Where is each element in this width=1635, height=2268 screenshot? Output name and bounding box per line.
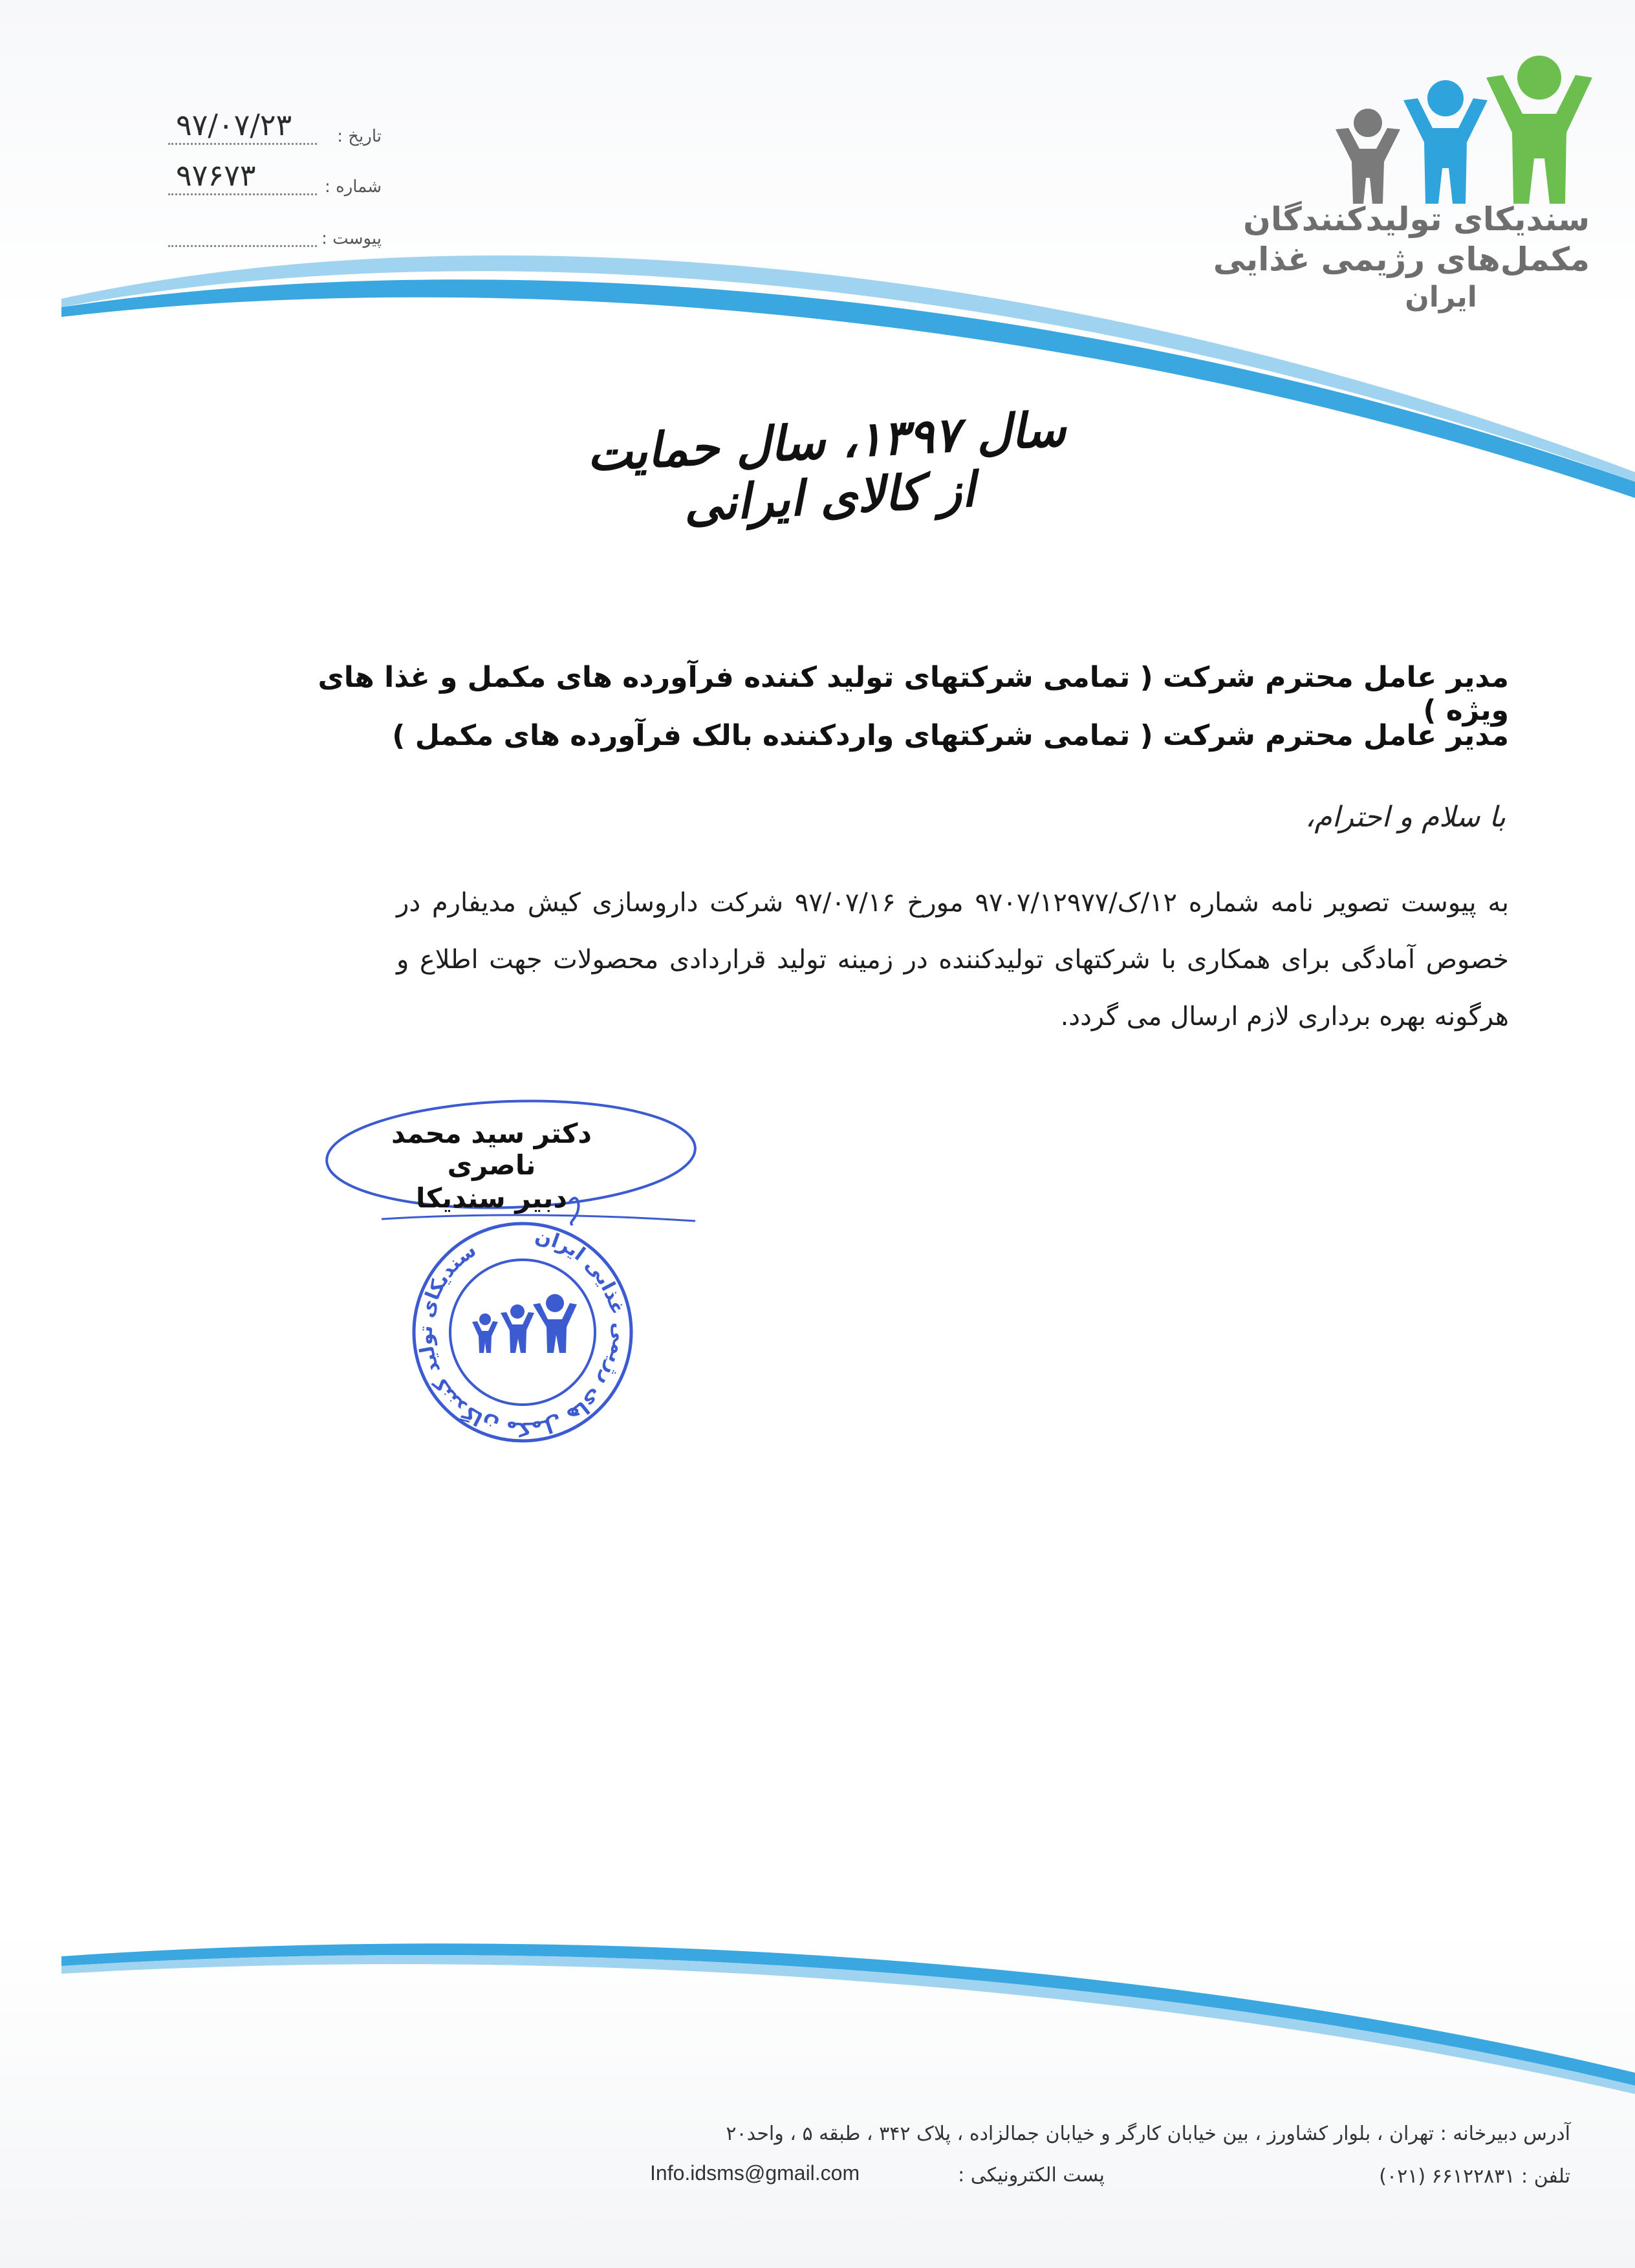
- number-label: شماره :: [325, 177, 382, 197]
- footer-email-label: پست الکترونیکی :: [958, 2164, 1105, 2187]
- number-value: ۹۷۶۷۳: [176, 158, 256, 193]
- number-dotted-line: [168, 193, 317, 195]
- number-field: [168, 158, 382, 200]
- attachment-dotted-line: [168, 245, 317, 247]
- organization-logo: [1319, 52, 1604, 207]
- greeting: با سلام و احترام،: [1305, 801, 1506, 834]
- signer-name: دکتر سید محمد ناصری: [391, 1118, 592, 1181]
- attachment-field: [168, 213, 382, 252]
- footer-phone: تلفن : ۶۶۱۲۲۸۳۱ (۰۲۱): [1379, 2165, 1570, 2188]
- logo-figure-blue: [1403, 80, 1488, 204]
- addressee-2: مدیر عامل محترم شرکت ( تمامی شرکتهای واردکننده بالک فرآورده های مکمل ): [392, 719, 1509, 752]
- slogan: سال ۱۳۹۷، سال حمایت از کالای ایرانی: [585, 401, 1068, 533]
- date-label: تاریخ :: [337, 127, 382, 146]
- organization-name-line1: سندیکای تولیدکنندگان: [1243, 200, 1590, 238]
- attachment-label: پیوست :: [321, 229, 382, 248]
- addressee-1: مدیر عامل محترم شرکت ( تمامی شرکتهای تولید کننده فرآورده های مکمل و غذا های ویژه ): [318, 661, 1509, 727]
- letter-body: به پیوست تصویر نامه شماره ۱۲/ک/۹۷۰۷/۱۲۹۷۷ مورخ ۹۷/۰۷/۱۶ شرکت داروسازی کیش مدیفارم در خصوص آمادگی برای همکاری با شرکتهای تولیدکننده در زمینه تولید قراردادی محصولات جهت اطلاع و هرگونه بهره برداری لازم ارسال می گردد.: [396, 888, 1510, 1031]
- stamp-logo-figures: [472, 1294, 577, 1353]
- stamp-text: سندیکای تولید کنندگان مکمل های رژیمی غذایی ایران: [414, 1225, 631, 1441]
- logo-figure-green: [1486, 56, 1592, 204]
- organization-name-line2: مکمل‌های رژیمی غذایی: [1213, 241, 1590, 278]
- signer-title: دبیر سندیکا: [416, 1182, 567, 1214]
- footer-email[interactable]: Info.idsms@gmail.com: [650, 2161, 860, 2185]
- organization-name-line3: ایران: [1405, 281, 1477, 314]
- date-value: ۹۷/۰۷/۲۳: [176, 107, 292, 142]
- official-stamp: [406, 1216, 639, 1449]
- date-dotted-line: [168, 143, 317, 145]
- date-field: [168, 107, 382, 150]
- logo-figure-gray: [1336, 109, 1400, 204]
- footer-address: آدرس دبیرخانه : تهران ، بلوار کشاورز ، بین خیابان کارگر و خیابان جمالزاده ، پلاک ۳۴۲ ، طبقه ۵ ، واحد۲۰: [726, 2122, 1570, 2145]
